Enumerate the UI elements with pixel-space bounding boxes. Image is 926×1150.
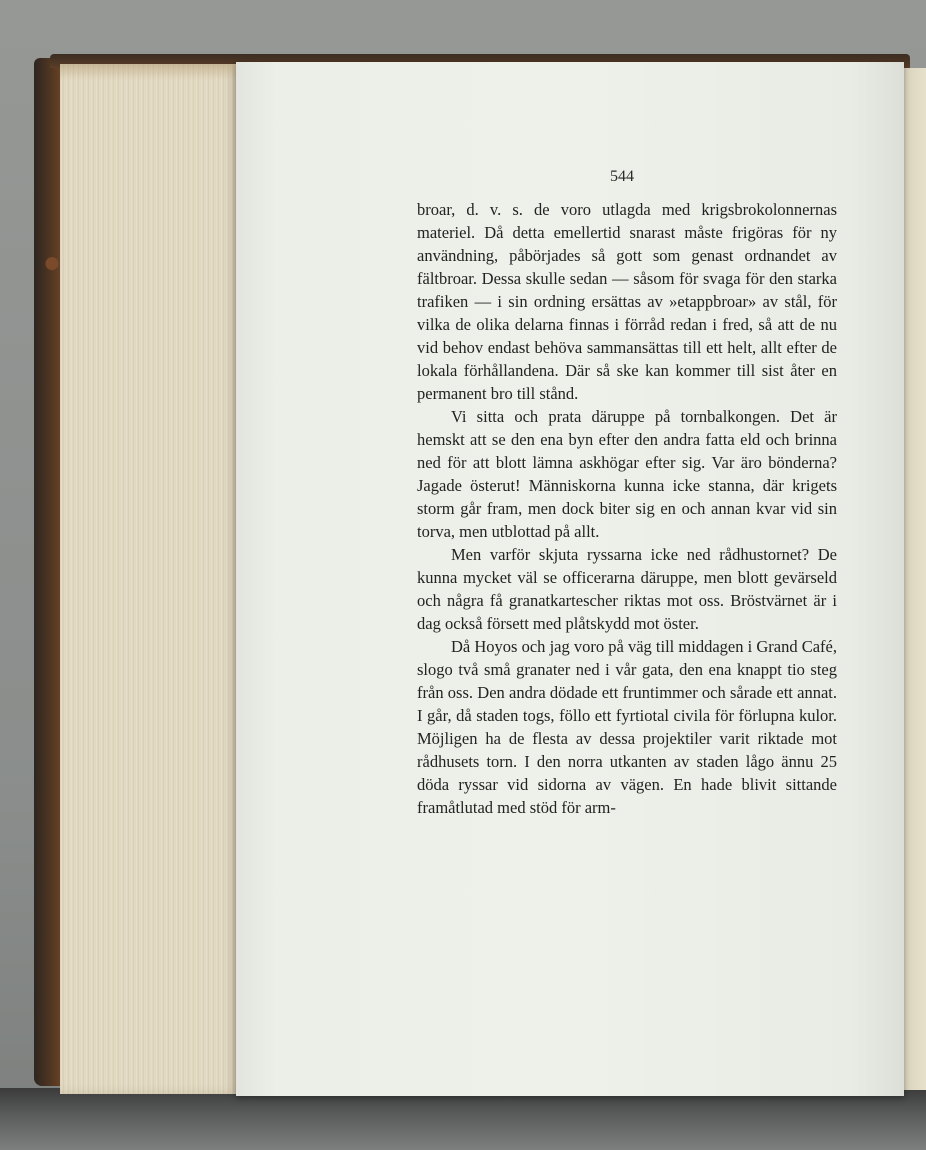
paragraph-1: broar, d. v. s. de voro utlagda med krigsbrokolonnernas materiel. Då detta emellertid snarast måste frigöras för ny användning, påbörjades så gott som genast ordnandet av fältbroar. Dessa skulle sedan — såsom för svaga för den starka trafiken — i sin ordning ersättas av »etappbroar» av stål, för vilka de olika delarna finnas i förråd redan i fred, så att de nu vid behov endast behöva sammansättas till ett helt, allt efter de lokala förhållandena. Där så ske kan kommer till sist åter en permanent bro till stånd. xyxy=(417,200,837,403)
paragraph-4: Då Hoyos och jag voro på väg till middagen i Grand Café, slogo två små granater ned i vår gata, den ena knappt tio steg från oss. Den andra dödade ett fruntimmer och sårade ett annat. I går, då staden togs, föllo ett fyrtiotal civila för förlupna kulor. Möjligen ha de flesta av dessa projektiler varit riktade mot rådhusets torn. I den norra utkanten av staden lågo ännu 25 döda ryssar vid sidorna av vägen. En hade blivit sittande framåtlutad med stöd för arm- xyxy=(417,637,837,817)
page-number: 544 xyxy=(610,168,634,185)
page-stack-edges xyxy=(60,64,238,1094)
paragraph-3: Men varför skjuta ryssarna icke ned rådhustornet? De kunna mycket väl se officerarna däruppe, men blott gevärseld och några få granatkartescher riktas mot oss. Bröstvärnet är i dag också försett med plåtskydd mot öster. xyxy=(417,545,837,633)
page-text xyxy=(417,198,837,819)
facing-page-edge xyxy=(902,68,926,1090)
table-shadow xyxy=(0,1088,926,1150)
paragraph-2: Vi sitta och prata däruppe på tornbalkongen. Det är hemskt att se den ena byn efter den andra fatta eld och brinna ned för att blott lämna askhögar efter sig. Var äro bönderna? Jagade österut! Människorna kunna icke stanna, där krigets storm går fram, men dock biter sig en och annan kvar vid sin torva, men utblottad på allt. xyxy=(417,407,837,541)
